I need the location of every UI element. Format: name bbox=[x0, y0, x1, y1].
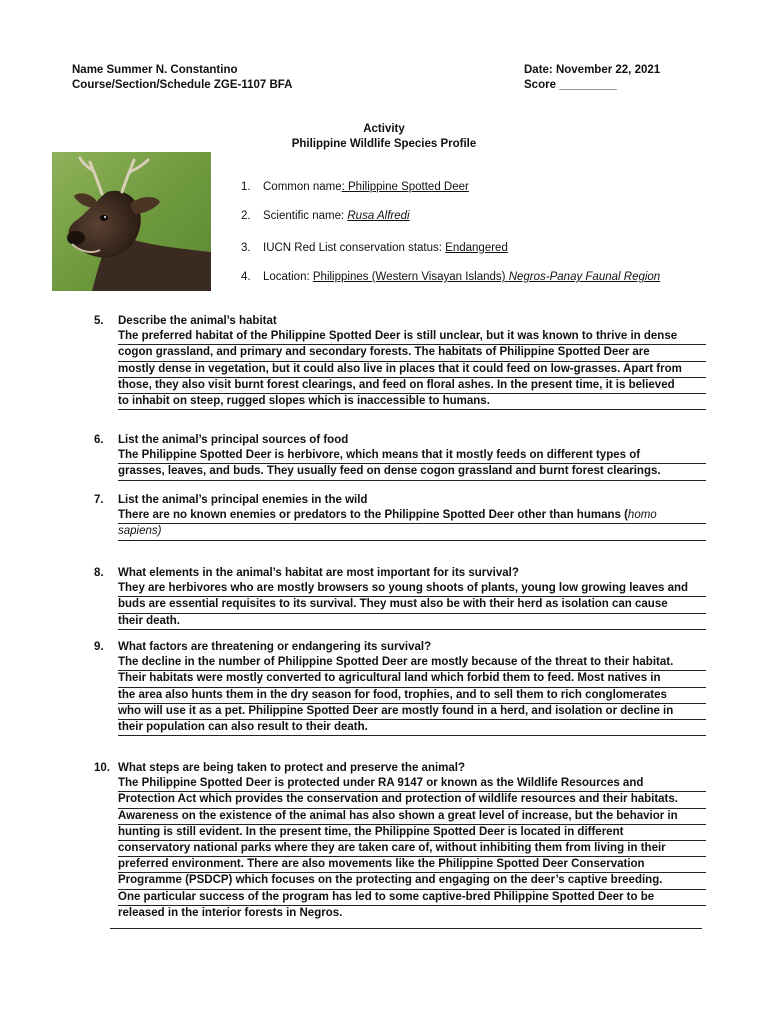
question-10: 10. What steps are being taken to protect and preserve the animal? The Philippine Spotted Deer is protected under RA 9147 or known as the Wildlife Resources and Protection Act which provides the conservation and protection of wildlife resources and their habitats. Awareness on the existence of the animal has also shown a great level of increase, but the behavior in hunting is still evident. In the present time, the Philippine Spotted Deer is located in different conservatory national parks where they are taken care of, without inhibiting them from living in their preferred environment. There are also movements like the Philippine Spotted Deer Conservation Programme (PSDCP) which focuses on the protecting and engaging on the deer’s captive breeding. One particular success of the program has led to some captive-bred Philippine Spotted Deer to be released in the interior forests in Negros. bbox=[94, 761, 706, 921]
answer-line: sapiens) bbox=[118, 524, 706, 540]
answer-line: grasses, leaves, and buds. They usually feed on dense cogon grassland and burnt forest clearings. bbox=[118, 464, 706, 480]
location-value: Philippines (Western Visayan Islands) Negros-Panay Faunal Region bbox=[312, 271, 661, 283]
date-score bbox=[524, 63, 660, 93]
answer-line: those, they also visit burnt forest clearings, and feed on floral ashes. In the present time, it is believed bbox=[118, 378, 706, 394]
answer-line: Programme (PSDCP) which focuses on the protecting and engaging on the deer’s captive breeding. bbox=[118, 873, 706, 889]
common-name-value: : Philippine Spotted Deer bbox=[341, 181, 469, 193]
answer-line: the area also hunts them in the dry season for food, trophies, and to sell them to rich conglomerates bbox=[118, 688, 706, 704]
answer-line: to inhabit on steep, rugged slopes which is inaccessible to humans. bbox=[118, 394, 706, 410]
answer-line: Awareness on the existence of the animal has also shown a great level of increase, but the behavior in bbox=[118, 809, 706, 825]
answer bbox=[118, 508, 706, 540]
activity-subtitle: Philippine Wildlife Species Profile bbox=[291, 138, 477, 150]
iucn-status-label: IUCN Red List conservation status: bbox=[263, 242, 446, 254]
student-info bbox=[72, 63, 292, 93]
answer-line: Protection Act which provides the conservation and protection of wildlife resources and their habitats. bbox=[118, 792, 706, 808]
answer-line: cogon grassland, and primary and secondary forests. The habitats of Philippine Spotted Deer are bbox=[118, 345, 706, 361]
activity-title: Activity bbox=[363, 123, 405, 135]
blank-answer-line bbox=[110, 928, 702, 929]
answer-line: who will use it as a pet. Philippine Spotted Deer are mostly found in a herd, and isolation or decline in bbox=[118, 704, 706, 720]
answer-line: Their habitats were mostly converted to agricultural land which forbid them to feed. Most natives in bbox=[118, 671, 706, 687]
answer bbox=[118, 581, 706, 630]
name-line: Name Summer N. Constantino bbox=[72, 64, 238, 76]
answer bbox=[118, 329, 706, 410]
answer-line: The Philippine Spotted Deer is herbivore, which means that it mostly feeds on different types of bbox=[118, 448, 706, 464]
scientific-name-label: Scientific name: bbox=[263, 210, 348, 222]
course-line: Course/Section/Schedule ZGE-1107 BFA bbox=[72, 79, 293, 91]
question-8: 8. What elements in the animal’s habitat are most important for its survival? They are herbivores who are mostly browsers so young shoots of plants, young low growing leaves and buds are essential requisites to its survival. They must also be with their herd as isolation can cause their death. bbox=[94, 566, 706, 630]
profile-item-scientific-name: 2. Scientific name: Rusa Alfredi bbox=[241, 210, 410, 222]
question-9: 9. What factors are threatening or endangering its survival? The decline in the number of Philippine Spotted Deer are mostly because of the threat to their habitat. Their habitats were mostly converted to agricultural land which forbid them to feed. Most natives in the area also hunts them in the dry season for food, trophies, and to sell them to rich conglomerates who will use it as a pet. Philippine Spotted Deer are mostly found in a herd, and isolation or decline in their population can also result to their death. bbox=[94, 640, 706, 736]
answer bbox=[118, 776, 706, 921]
answer-line: The preferred habitat of the Philippine Spotted Deer is still unclear, but it was known to thrive in dense bbox=[118, 329, 706, 345]
question-text: List the animal’s principal enemies in the wild bbox=[118, 494, 368, 506]
iucn-status-value: Endangered bbox=[445, 242, 508, 254]
answer-line: released in the interior forests in Negros. bbox=[118, 906, 343, 919]
question-6: 6. List the animal’s principal sources of food The Philippine Spotted Deer is herbivore, which means that it mostly feeds on different types of grasses, leaves, and buds. They usually feed on dense cogon grassland and burnt forest clearings. bbox=[94, 433, 706, 481]
common-name-label: Common name bbox=[263, 181, 342, 193]
question-5: 5. Describe the animal’s habitat The preferred habitat of the Philippine Spotted Deer is still unclear, but it was known to thrive in dense cogon grassland, and primary and secondary forests. The habitats of Philippine Spotted Deer are mostly dense in vegetation, but it could also live in places that it could feed on low-grasses. Apart from those, they also visit burnt forest clearings, and feed on floral ashes. In the present time, it is believed to inhabit on steep, rugged slopes which is inaccessible to humans. bbox=[94, 314, 706, 410]
answer-line: conservatory national parks where they are taken care of, without inhibiting them from living in their bbox=[118, 841, 706, 857]
answer-line: buds are essential requisites to its survival. They must also be with their herd as isolation can cause bbox=[118, 597, 706, 613]
scientific-name-value: Rusa Alfredi bbox=[347, 210, 410, 222]
question-text: What steps are being taken to protect and preserve the animal? bbox=[118, 762, 466, 774]
location-label: Location: bbox=[263, 271, 313, 283]
answer-line: The Philippine Spotted Deer is protected under RA 9147 or known as the Wildlife Resources and bbox=[118, 776, 706, 792]
question-7: 7. List the animal’s principal enemies in the wild There are no known enemies or predators to the Philippine Spotted Deer other than humans (homo sapiens) bbox=[94, 493, 706, 541]
question-text: List the animal’s principal sources of food bbox=[118, 434, 349, 446]
question-text: What factors are threatening or endangering its survival? bbox=[118, 641, 432, 653]
answer-line: hunting is still evident. In the present time, the Philippine Spotted Deer is located in different bbox=[118, 825, 706, 841]
deer-photo bbox=[52, 152, 211, 291]
answer-line: One particular success of the program has led to some captive-bred Philippine Spotted Deer to be bbox=[118, 890, 706, 906]
date-line: Date: November 22, 2021 bbox=[524, 64, 661, 76]
answer-line: They are herbivores who are mostly browsers so young shoots of plants, young low growing leaves and bbox=[118, 581, 706, 597]
answer-line: mostly dense in vegetation, but it could also live in places that it could feed on low-grasses. Apart from bbox=[118, 362, 706, 378]
answer bbox=[118, 655, 706, 736]
score-line: Score _________ bbox=[524, 79, 617, 91]
profile-item-location: 4. Location: Philippines (Western Visayan Islands) Negros-Panay Faunal Region bbox=[241, 271, 661, 283]
answer-line: The decline in the number of Philippine Spotted Deer are mostly because of the threat to their habitat. bbox=[118, 655, 706, 671]
answer-line: their death. bbox=[118, 614, 706, 630]
profile-item-common-name: 1. Common name: Philippine Spotted Deer bbox=[241, 181, 469, 193]
answer-line: There are no known enemies or predators to the Philippine Spotted Deer other than humans (homo bbox=[118, 508, 706, 524]
answer bbox=[118, 448, 706, 480]
answer-line: preferred environment. There are also movements like the Philippine Spotted Deer Conservation bbox=[118, 857, 706, 873]
question-text: What elements in the animal’s habitat are most important for its survival? bbox=[118, 567, 519, 579]
profile-item-iucn-status: 3. IUCN Red List conservation status: Endangered bbox=[241, 242, 508, 254]
answer-line: their population can also result to their death. bbox=[118, 720, 706, 736]
question-text: Describe the animal’s habitat bbox=[118, 315, 277, 327]
